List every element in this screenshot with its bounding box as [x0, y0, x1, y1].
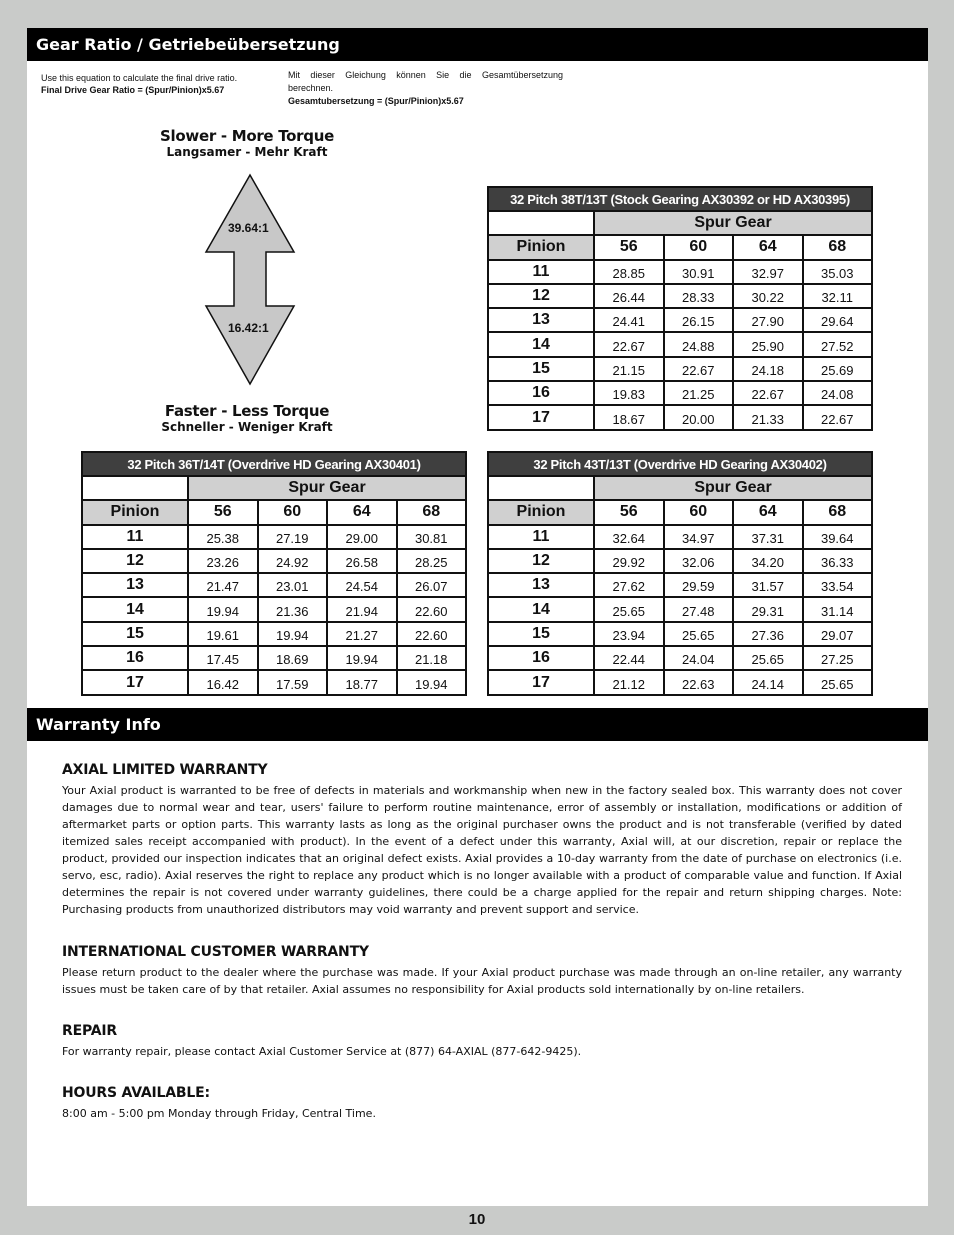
- ratio-cell: 37.31: [733, 525, 803, 549]
- international-warranty-heading: INTERNATIONAL CUSTOMER WARRANTY: [62, 944, 369, 960]
- ratio-cell: 21.27: [327, 622, 397, 646]
- ratio-cell: 27.36: [733, 622, 803, 646]
- ratio-cell: 22.63: [664, 670, 734, 694]
- ratio-cell: 39.64: [803, 525, 873, 549]
- table-row: [488, 622, 872, 646]
- ratio-cell: 24.41: [594, 308, 664, 332]
- pinion-size: 17: [82, 670, 188, 694]
- ratio-cell: 21.18: [397, 646, 467, 670]
- gear-ratio-header: Gear Ratio / Getriebeübersetzung: [27, 28, 928, 61]
- gear-table-overdrive-43t: [487, 451, 873, 696]
- faster-label: [147, 402, 347, 434]
- pinion-size: 14: [488, 332, 594, 356]
- ratio-cell: 29.59: [664, 573, 734, 597]
- ratio-cell: 36.33: [803, 549, 873, 573]
- table-row: [82, 670, 466, 694]
- faster-subtitle: Schneller - Weniger Kraft: [161, 420, 333, 434]
- table-row: [488, 357, 872, 381]
- pinion-size: 13: [488, 573, 594, 597]
- ratio-cell: 22.67: [803, 405, 873, 429]
- ratio-cell: 28.25: [397, 549, 467, 573]
- table-row: [488, 597, 872, 621]
- ratio-cell: 26.44: [594, 284, 664, 308]
- equation-english-intro: Use this equation to calculate the final drive ratio.: [41, 73, 238, 83]
- table-row: [488, 525, 872, 549]
- ratio-cell: 19.83: [594, 381, 664, 405]
- ratio-cell: 19.94: [188, 597, 258, 621]
- ratio-cell: 30.22: [733, 284, 803, 308]
- ratio-cell: 17.59: [258, 670, 328, 694]
- ratio-cell: 31.57: [733, 573, 803, 597]
- pinion-header: Pinion: [488, 235, 594, 259]
- ratio-cell: 29.00: [327, 525, 397, 549]
- ratio-cell: 29.92: [594, 549, 664, 573]
- ratio-cell: 25.65: [733, 646, 803, 670]
- table-row: [82, 549, 466, 573]
- ratio-cell: 28.33: [664, 284, 734, 308]
- ratio-cell: 35.03: [803, 260, 873, 284]
- gear-table-overdrive-36t: [81, 451, 467, 696]
- ratio-cell: 27.25: [803, 646, 873, 670]
- pinion-size: 17: [488, 670, 594, 694]
- ratio-cell: 24.54: [327, 573, 397, 597]
- equation-german: [288, 69, 563, 108]
- table-caption: 32 Pitch 38T/13T (Stock Gearing AX30392 or HD AX30395): [488, 187, 872, 211]
- ratio-cell: 22.60: [397, 597, 467, 621]
- arrow-bottom-ratio: 16.42:1: [228, 321, 269, 335]
- slower-title: Slower - More Torque: [160, 127, 334, 145]
- table-row: [488, 381, 872, 405]
- slower-subtitle: Langsamer - Mehr Kraft: [166, 145, 328, 159]
- ratio-cell: 33.54: [803, 573, 873, 597]
- pinion-size: 13: [488, 308, 594, 332]
- warranty-header: Warranty Info: [27, 708, 928, 741]
- pinion-size: 11: [488, 260, 594, 284]
- table-row: [82, 622, 466, 646]
- ratio-cell: 25.65: [664, 622, 734, 646]
- ratio-cell: 34.20: [733, 549, 803, 573]
- ratio-cell: 29.07: [803, 622, 873, 646]
- spur-gear-header: Spur Gear: [594, 476, 872, 500]
- spur-size: 56: [594, 500, 664, 524]
- limited-warranty-section: [62, 762, 902, 918]
- pinion-size: 15: [488, 622, 594, 646]
- ratio-cell: 30.91: [664, 260, 734, 284]
- ratio-cell: 20.00: [664, 405, 734, 429]
- blank-cell: [488, 211, 594, 235]
- spur-gear-header: Spur Gear: [594, 211, 872, 235]
- ratio-cell: 32.11: [803, 284, 873, 308]
- ratio-cell: 27.52: [803, 332, 873, 356]
- ratio-cell: 23.94: [594, 622, 664, 646]
- ratio-cell: 25.65: [594, 597, 664, 621]
- blank-cell: [488, 476, 594, 500]
- ratio-cell: 16.42: [188, 670, 258, 694]
- spur-size: 56: [594, 235, 664, 259]
- table-caption: 32 Pitch 43T/13T (Overdrive HD Gearing AX30402): [488, 452, 872, 476]
- table-row: [488, 646, 872, 670]
- table-row: [488, 332, 872, 356]
- table-caption: 32 Pitch 36T/14T (Overdrive HD Gearing AX30401): [82, 452, 466, 476]
- ratio-cell: 32.06: [664, 549, 734, 573]
- pinion-size: 16: [488, 646, 594, 670]
- ratio-cell: 26.58: [327, 549, 397, 573]
- ratio-cell: 22.44: [594, 646, 664, 670]
- ratio-cell: 30.81: [397, 525, 467, 549]
- ratio-cell: 18.67: [594, 405, 664, 429]
- ratio-cell: 19.94: [327, 646, 397, 670]
- ratio-cell: 25.69: [803, 357, 873, 381]
- spur-size: 68: [397, 500, 467, 524]
- table-row: [488, 405, 872, 429]
- repair-heading: REPAIR: [62, 1023, 117, 1039]
- ratio-cell: 21.25: [664, 381, 734, 405]
- ratio-cell: 21.36: [258, 597, 328, 621]
- ratio-cell: 19.94: [397, 670, 467, 694]
- ratio-cell: 21.94: [327, 597, 397, 621]
- pinion-size: 14: [488, 597, 594, 621]
- international-warranty-section: [62, 944, 902, 998]
- page-number: 10: [468, 1211, 486, 1228]
- pinion-size: 12: [488, 549, 594, 573]
- table-row: [82, 646, 466, 670]
- pinion-header: Pinion: [488, 500, 594, 524]
- spur-size: 56: [188, 500, 258, 524]
- spur-size: 64: [327, 500, 397, 524]
- ratio-cell: 21.33: [733, 405, 803, 429]
- ratio-cell: 27.48: [664, 597, 734, 621]
- ratio-cell: 32.97: [733, 260, 803, 284]
- ratio-cell: 24.04: [664, 646, 734, 670]
- table-row: [82, 597, 466, 621]
- ratio-cell: 27.90: [733, 308, 803, 332]
- table-row: [488, 308, 872, 332]
- ratio-cell: 26.07: [397, 573, 467, 597]
- table-row: [488, 573, 872, 597]
- table-row: [82, 525, 466, 549]
- limited-warranty-text: Your Axial product is warranted to be free of defects in materials and workmanship when new in the factory sealed box. This warranty does not cover damages due to normal wear and tear, users' failure to perform routine maintenance, error of assembly or installation, modifications or addition of aftermarket parts or option parts. This warranty lasts as long as the original purchaser owns the product and is not transferable (verified by dated itemized sales receipt accompanied with product). In the event of a defect under this warranty, Axial will, at our discretion, repair or replace the product, provided our inspection indicates that an original defect exists. Axial provides a 10-day warranty from the date of purchase on electronics (i.e. servo, esc, radio). Axial reserves the right to replace any product which is no longer available with a product of comparable value and function. If Axial determines the repair is not covered under warranty guidelines, there could be a charge applied for the repair and return shipping charges. Note: Purchasing products from unauthorized distributors may void warranty and prevent support and service.: [62, 784, 902, 916]
- double-arrow-icon: [204, 173, 296, 387]
- spur-size: 60: [258, 500, 328, 524]
- ratio-cell: 29.64: [803, 308, 873, 332]
- pinion-size: 12: [488, 284, 594, 308]
- pinion-size: 14: [82, 597, 188, 621]
- equation-english-formula: Final Drive Gear Ratio = (Spur/Pinion)x5.67: [41, 85, 225, 95]
- page: [27, 28, 928, 1206]
- ratio-cell: 22.60: [397, 622, 467, 646]
- ratio-cell: 22.67: [733, 381, 803, 405]
- ratio-cell: 25.38: [188, 525, 258, 549]
- ratio-cell: 31.14: [803, 597, 873, 621]
- pinion-size: 17: [488, 405, 594, 429]
- ratio-cell: 27.19: [258, 525, 328, 549]
- ratio-cell: 25.65: [803, 670, 873, 694]
- ratio-cell: 21.47: [188, 573, 258, 597]
- pinion-size: 11: [82, 525, 188, 549]
- ratio-cell: 24.88: [664, 332, 734, 356]
- ratio-cell: 27.62: [594, 573, 664, 597]
- ratio-cell: 22.67: [594, 332, 664, 356]
- hours-section: [62, 1085, 902, 1122]
- ratio-cell: 18.77: [327, 670, 397, 694]
- international-warranty-text: Please return product to the dealer where the purchase was made. If your Axial product purchase was made through an on-line retailer, any warranty issues must be taken care of by that retailer. Axial assumes no responsibility for Axial products sold internationally by on-line retailers.: [62, 966, 902, 996]
- ratio-cell: 28.85: [594, 260, 664, 284]
- spur-gear-header: Spur Gear: [188, 476, 466, 500]
- spur-size: 68: [803, 235, 873, 259]
- spur-size: 64: [733, 500, 803, 524]
- table-row: [488, 284, 872, 308]
- ratio-cell: 21.15: [594, 357, 664, 381]
- pinion-size: 12: [82, 549, 188, 573]
- pinion-size: 15: [488, 357, 594, 381]
- ratio-cell: 23.01: [258, 573, 328, 597]
- table-row: [488, 549, 872, 573]
- ratio-cell: 18.69: [258, 646, 328, 670]
- ratio-cell: 26.15: [664, 308, 734, 332]
- ratio-cell: 21.12: [594, 670, 664, 694]
- spur-size: 60: [664, 235, 734, 259]
- repair-section: [62, 1023, 902, 1060]
- pinion-size: 15: [82, 622, 188, 646]
- table-row: [488, 260, 872, 284]
- ratio-cell: 23.26: [188, 549, 258, 573]
- ratio-cell: 19.61: [188, 622, 258, 646]
- ratio-cell: 22.67: [664, 357, 734, 381]
- ratio-cell: 32.64: [594, 525, 664, 549]
- table-row: [488, 670, 872, 694]
- hours-text: 8:00 am - 5:00 pm Monday through Friday, Central Time.: [62, 1107, 376, 1120]
- spur-size: 64: [733, 235, 803, 259]
- faster-title: Faster - Less Torque: [164, 402, 330, 420]
- ratio-cell: 34.97: [664, 525, 734, 549]
- blank-cell: [82, 476, 188, 500]
- ratio-cell: 24.14: [733, 670, 803, 694]
- pinion-size: 16: [488, 381, 594, 405]
- arrow-top-ratio: 39.64:1: [228, 221, 269, 235]
- ratio-cell: 24.08: [803, 381, 873, 405]
- ratio-cell: 24.92: [258, 549, 328, 573]
- slower-label: [147, 127, 347, 159]
- equation-german-formula: Gesamtubersetzung = (Spur/Pinion)x5.67: [288, 96, 464, 106]
- gear-table-stock: [487, 186, 873, 431]
- repair-text: For warranty repair, please contact Axial Customer Service at (877) 64-AXIAL (877-642-9425).: [62, 1045, 582, 1058]
- spur-size: 68: [803, 500, 873, 524]
- hours-heading: HOURS AVAILABLE:: [62, 1085, 210, 1101]
- ratio-cell: 19.94: [258, 622, 328, 646]
- pinion-size: 16: [82, 646, 188, 670]
- ratio-cell: 25.90: [733, 332, 803, 356]
- table-row: [82, 573, 466, 597]
- ratio-cell: 29.31: [733, 597, 803, 621]
- spur-size: 60: [664, 500, 734, 524]
- limited-warranty-heading: AXIAL LIMITED WARRANTY: [62, 762, 268, 778]
- equation-english: [41, 72, 237, 96]
- ratio-cell: 17.45: [188, 646, 258, 670]
- ratio-cell: 24.18: [733, 357, 803, 381]
- pinion-size: 11: [488, 525, 594, 549]
- pinion-header: Pinion: [82, 500, 188, 524]
- equation-german-intro: Mit dieser Gleichung können Sie die Gesamtübersetzung berechnen.: [288, 70, 563, 93]
- pinion-size: 13: [82, 573, 188, 597]
